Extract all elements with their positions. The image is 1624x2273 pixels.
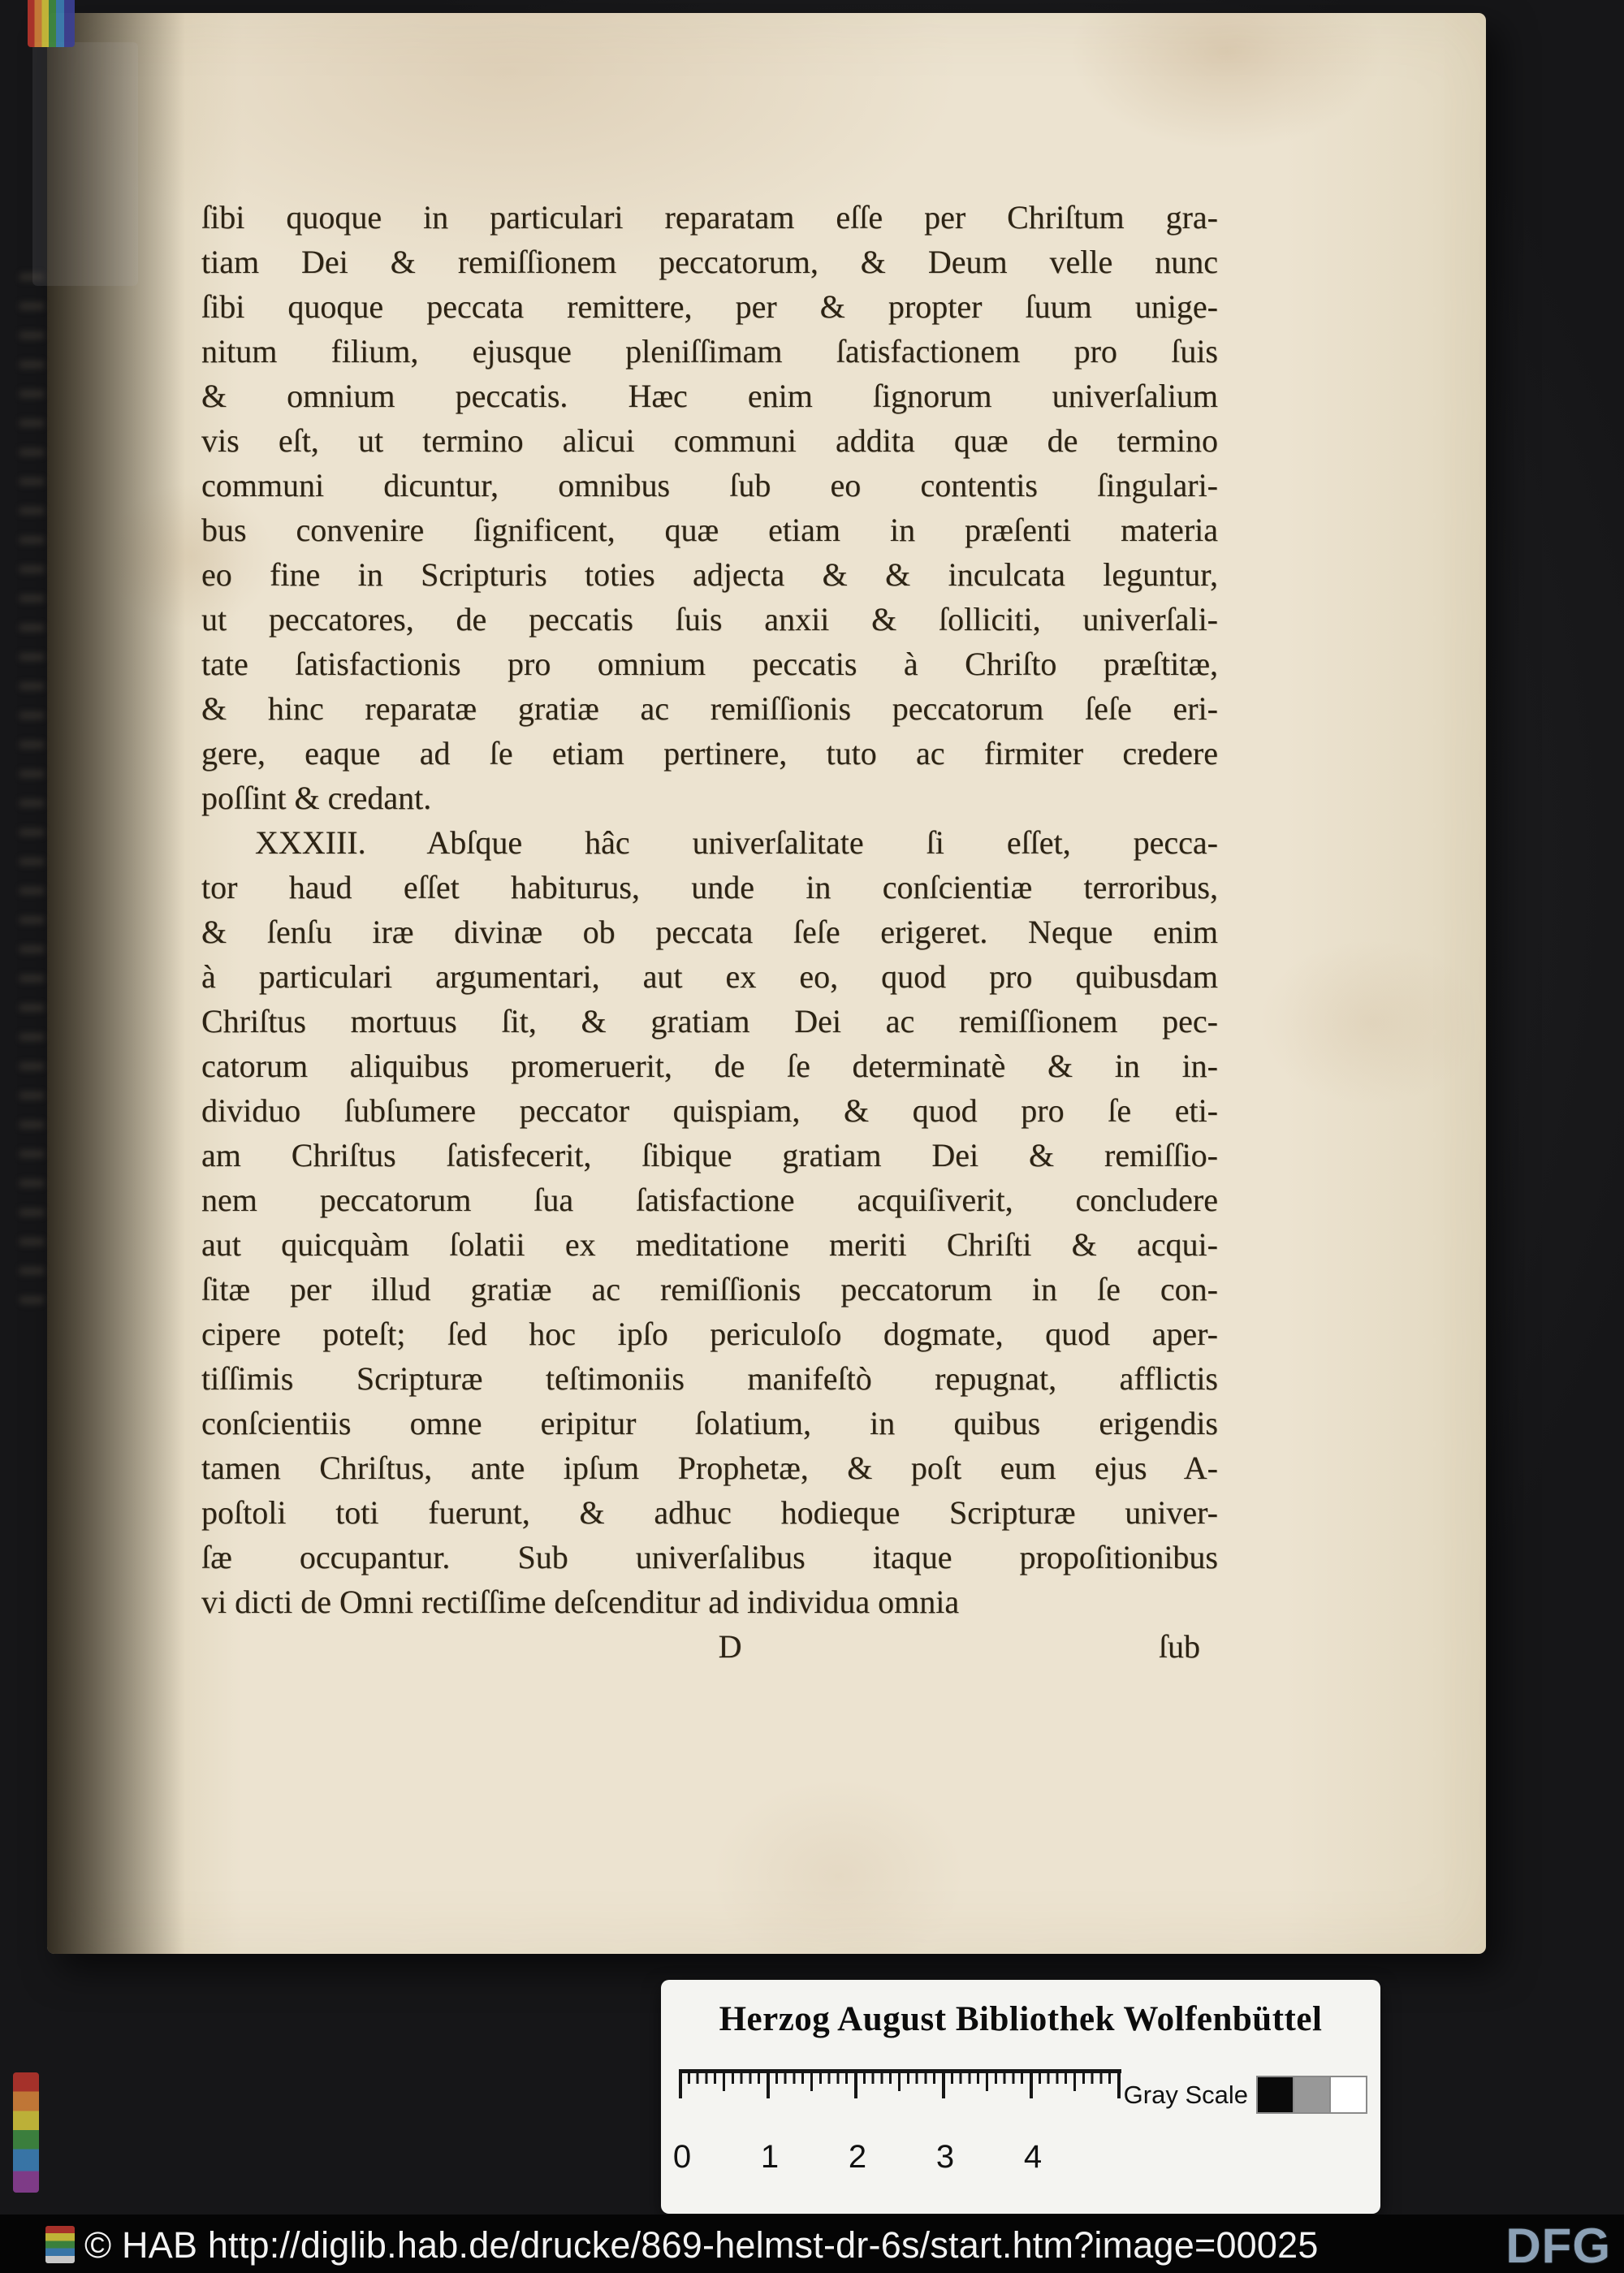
text-line: tor haud eſſet habiturus, unde in conſcientiæ terroribus, [201, 869, 1218, 905]
ruler-numbers [672, 2139, 1121, 2178]
catchword: ſub [1158, 1628, 1200, 1665]
text-line: tiam Dei & remiſſionem peccatorum, & Deum velle nunc [201, 244, 1218, 280]
text-line: vi dicti de Omni rectiſſime deſcenditur ad individua omnia [201, 1584, 960, 1620]
text-line: tate ſatisfactionis pro omnium peccatis à Chriſto præſtitæ, [201, 646, 1218, 682]
binding-gutter-shadow [47, 13, 185, 1954]
text-line: cipere poteſt; ſed hoc ipſo periculoſo dogmate, quod aper- [201, 1316, 1218, 1352]
text-line: poſtoli toti fuerunt, & adhuc hodieque Scripturæ univer- [201, 1494, 1218, 1531]
text-line: ſitæ per illud gratiæ ac remiſſionis peccatorum in ſe con- [201, 1271, 1218, 1307]
film-corner-overlay [32, 42, 138, 286]
text-line: eo fine in Scripturis toties adjecta & & inculcata leguntur, [201, 556, 1218, 593]
text-line: dividuo ſubſumere peccator quispiam, & quod pro ſe eti- [201, 1092, 1218, 1129]
text-line: ſibi quoque in particulari reparatam eſſe per Chriſtum gra- [201, 199, 1218, 236]
signature-mark: D [718, 1628, 742, 1665]
text-line: am Chriſtus ſatisfecerit, ſibique gratiam Dei & remiſſio- [201, 1137, 1218, 1173]
text-line: & ſenſu iræ divinæ ob peccata ſeſe erigeret. Neque enim [201, 914, 1218, 950]
text-line: catorum aliquibus promeruerit, de ſe determinatè & in in- [201, 1048, 1218, 1084]
gray-scale-zone [1124, 2076, 1367, 2114]
text-line: XXXIII. Abſque hâc univerſalitate ſi eſſet, pecca- [255, 824, 1218, 861]
ink-bleed-marks [19, 273, 44, 1304]
text-line: nitum filium, ejusque pleniſſimam ſatisfactionem pro ſuis [201, 333, 1218, 369]
text-line: vis eſt, ut termino alicui communi addita quæ de termino [201, 422, 1218, 459]
text-line: nem peccatorum ſua ſatisfactione acquiſiverit, concludere [201, 1182, 1218, 1218]
text-line: poſſint & credant. [201, 780, 432, 816]
color-calibration-strip-top [28, 0, 75, 47]
ruler-number: 3 [935, 2139, 955, 2175]
centimeter-ruler [679, 2069, 1121, 2098]
ruler-number: 4 [1023, 2139, 1043, 2175]
text-line: aut quicquàm ſolatii ex meditatione meriti Chriſti & acqui- [201, 1226, 1218, 1263]
text-line: communi dicuntur, omnibus ſub eo contentis ſingulari- [201, 467, 1218, 503]
text-line: tiſſimis Scripturæ teſtimoniis manifeſtò repugnat, afflictis [201, 1360, 1218, 1397]
signature-row [201, 1624, 1218, 1669]
page-text-block [201, 195, 1218, 1669]
copyright-url-text: © HAB http://diglib.hab.de/drucke/869-helmst-dr-6s/start.htm?image=00025 [84, 2224, 1319, 2266]
library-scale-card [661, 1980, 1380, 2214]
footer-bar [0, 2215, 1624, 2273]
library-name: Herzog August Bibliothek Wolfenbüttel [719, 2000, 1323, 2038]
text-line: bus convenire ſignificent, quæ etiam in præſenti materia [201, 512, 1218, 548]
dfg-logo: DFG [1505, 2219, 1611, 2273]
text-line: Chriſtus mortuus ſit, & gratiam Dei ac remiſſionem pec- [201, 1003, 1218, 1039]
gray-patch-black [1256, 2076, 1294, 2114]
book-page [47, 13, 1486, 1954]
ruler-number: 0 [672, 2139, 692, 2175]
gray-patch-white [1329, 2076, 1367, 2114]
text-line: ſæ occupantur. Sub univerſalibus itaque propoſitionibus [201, 1539, 1218, 1575]
gray-patch-mid [1293, 2076, 1331, 2114]
text-line: gere, eaque ad ſe etiam pertinere, tuto ac firmiter credere [201, 735, 1218, 771]
text-line: tamen Chriſtus, ante ipſum Prophetæ, & poſt eum ejus A- [201, 1450, 1218, 1486]
text-line: & omnium peccatis. Hæc enim ſignorum univerſalium [201, 378, 1218, 414]
color-calibration-strip-footer [45, 2226, 75, 2263]
ruler-number: 2 [848, 2139, 867, 2175]
text-line: ut peccatores, de peccatis ſuis anxii & ſolliciti, univerſali- [201, 601, 1218, 637]
text-line: à particulari argumentari, aut ex eo, quod pro quibusdam [201, 958, 1218, 995]
text-line: & hinc reparatæ gratiæ ac remiſſionis peccatorum ſeſe eri- [201, 690, 1218, 727]
ruler-number: 1 [760, 2139, 780, 2175]
gray-scale-patches [1258, 2076, 1367, 2114]
color-calibration-strip-left [13, 2072, 39, 2193]
text-line: conſcientiis omne eripitur ſolatium, in quibus erigendis [201, 1405, 1218, 1441]
text-line: ſibi quoque peccata remittere, per & propter ſuum unige- [201, 288, 1218, 325]
gray-scale-label: Gray Scale [1123, 2080, 1248, 2109]
